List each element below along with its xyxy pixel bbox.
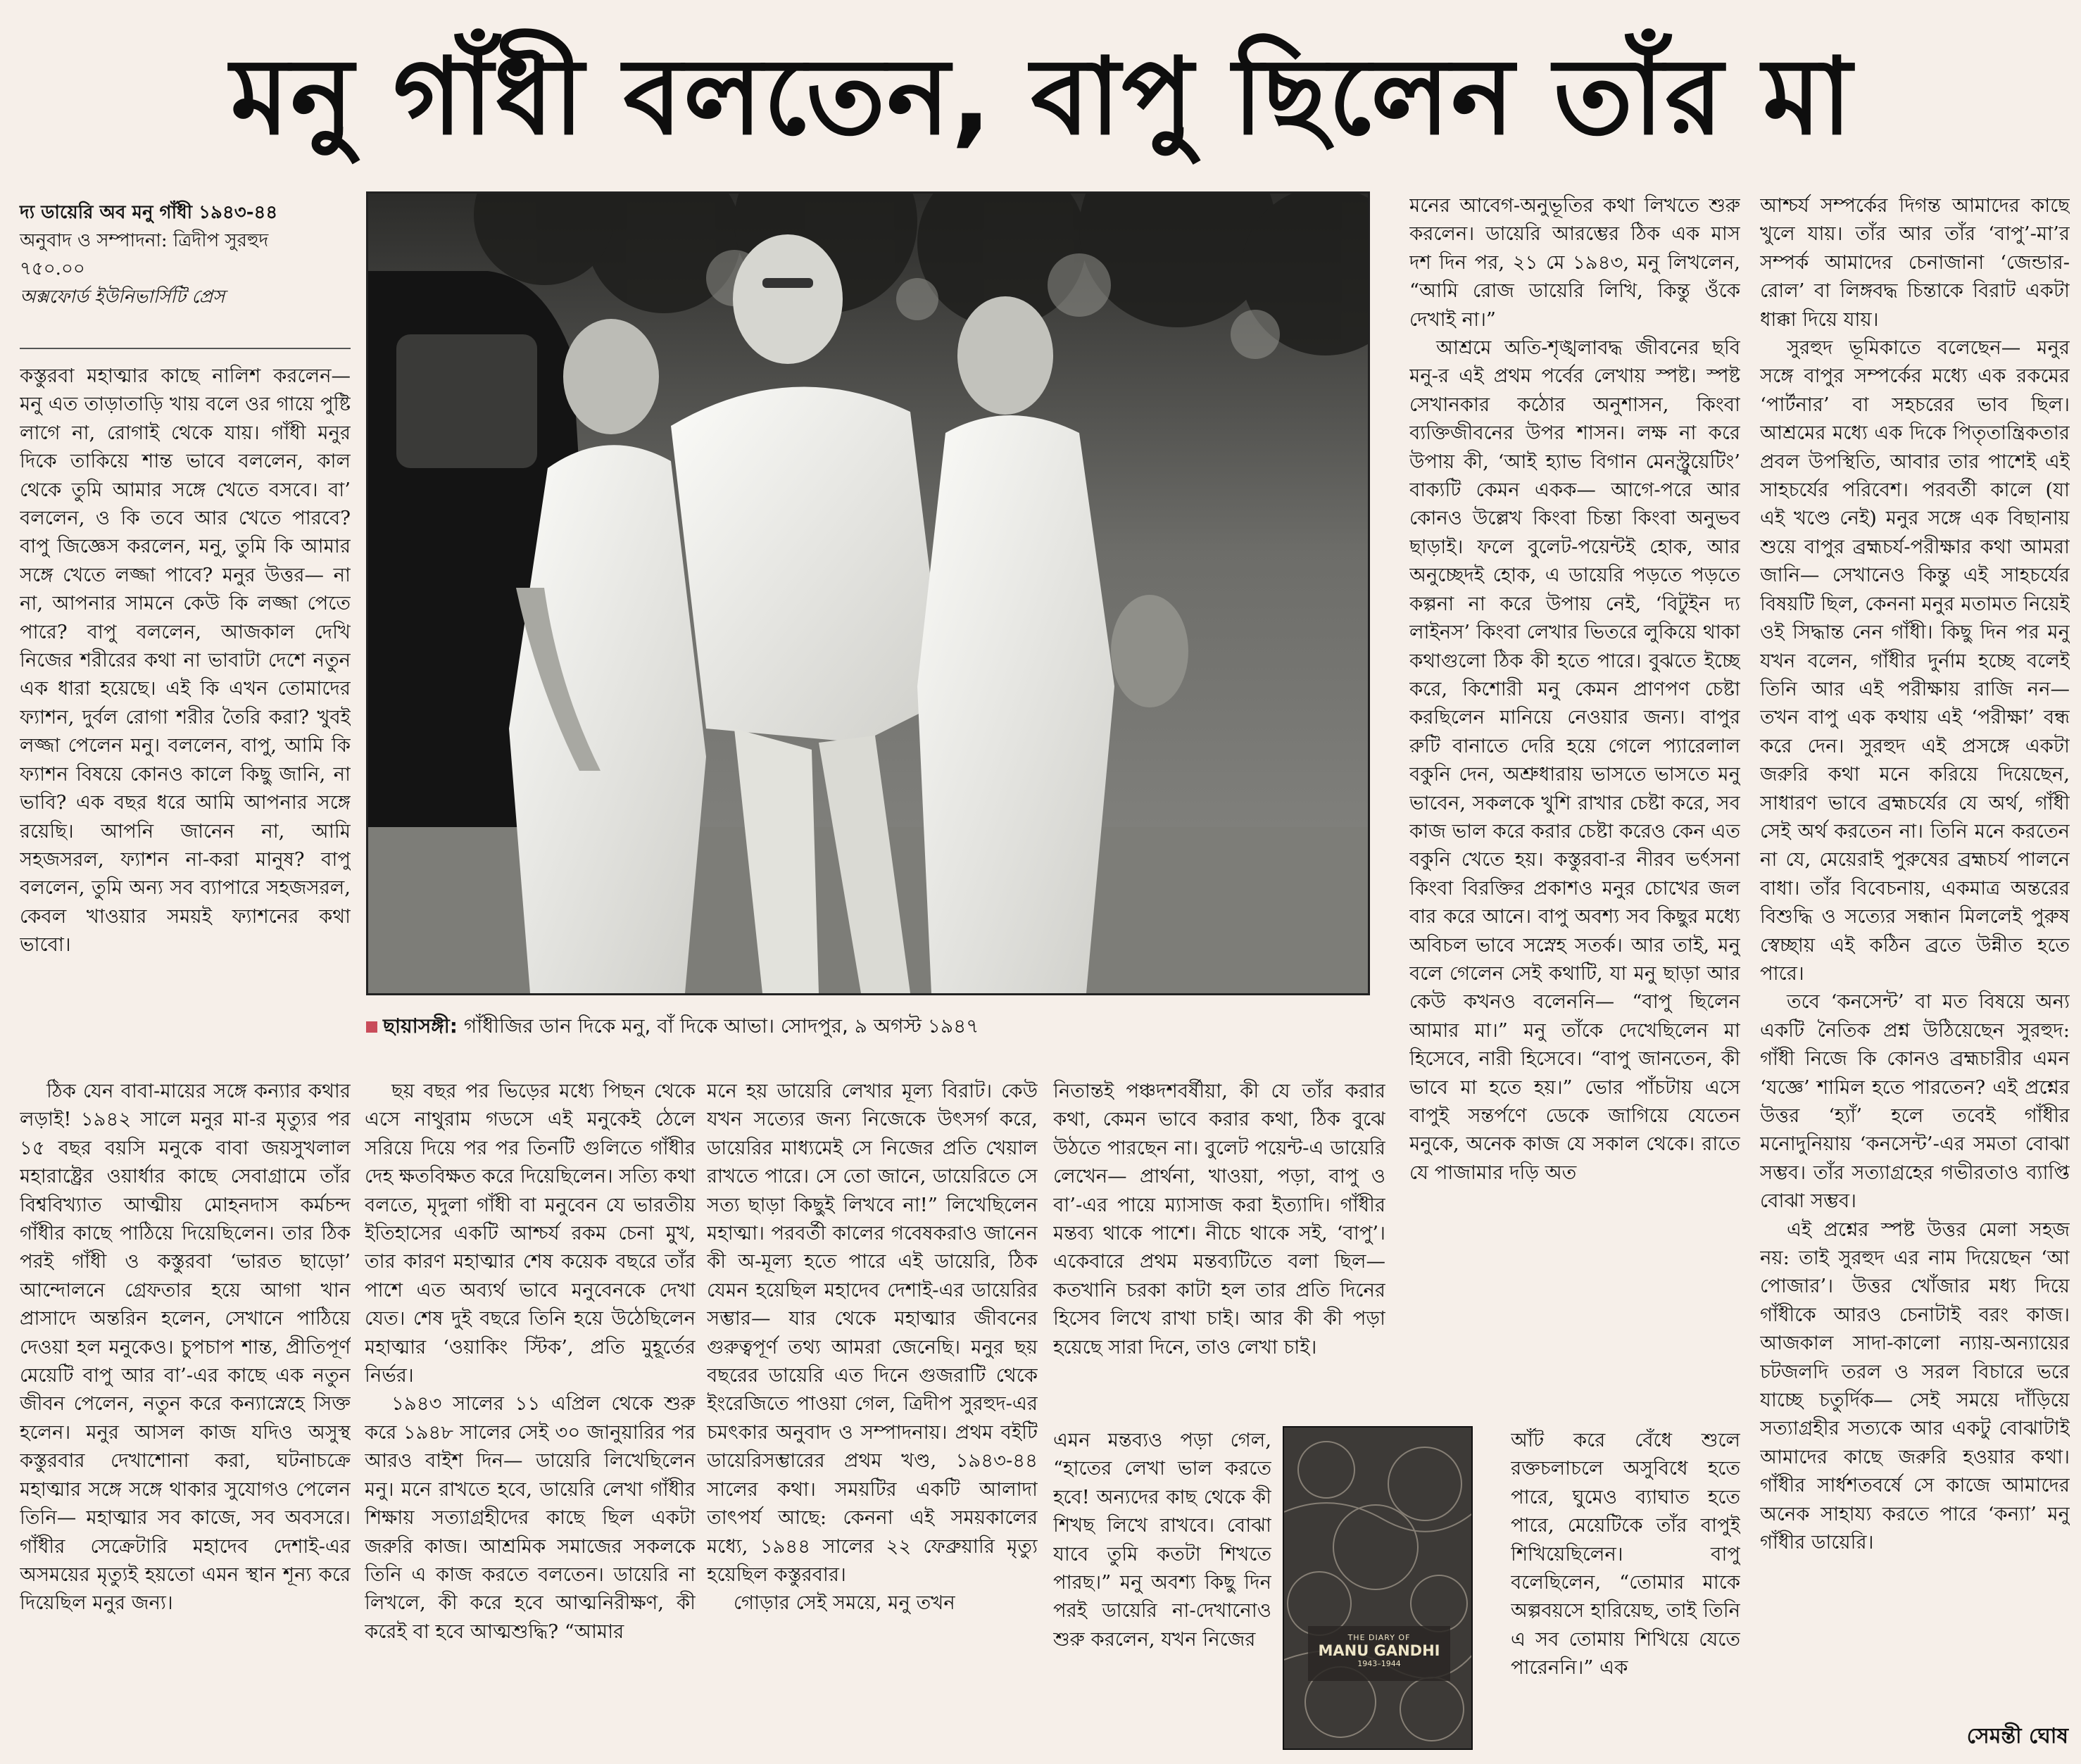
column-5-top (1409, 191, 1740, 1422)
paragraph: এই প্রশ্নের স্পষ্ট উত্তর মেলা সহজ নয়: তাই সুরহুদ এর নাম দিয়েছেন ‘আ পোজার’। উত্তর খোঁজার মধ্য দিয়ে গাঁধীকে আরও চেনাটাই বরং কাজ। আজকাল সাদা-কালো ন্যায়-অন্যায়ের চটজলদি তরল ও সরল বিচারে ভরে যাচ্ছে চতুর্দিক— সেই সময়ে দাঁড়িয়ে সত্যাগ্রহীর সত্যকে আর একটু বোঝাটাই আমাদের কাছে জরুরি হওয়ার কথা। গাঁধীর সার্ধশতবর্ষে সে কাজে আমাদের অনেক সাহায্য করতে পারে ‘কন্যা’ মনু গাঁধীর ডায়েরি। (1760, 1218, 2070, 1554)
divider (20, 348, 351, 349)
caption-text: গাঁধীজির ডান দিকে মনু, বাঁ দিকে আভা। সোদপুর, ৯ অগস্ট ১৯৪৭ (457, 1014, 979, 1038)
paragraph: গোড়ার সেই সময়ে, মনু তখন (734, 1592, 955, 1615)
photo-illustration (368, 194, 1368, 993)
column-5-narrow (1511, 1426, 1740, 1753)
caption-label: ছায়াসঙ্গী: (383, 1014, 458, 1038)
caption-marker-icon (366, 1021, 377, 1033)
byline: সেমন্তী ঘোষ (1966, 1724, 2068, 1749)
paragraph: ঠিক যেন বাবা-মায়ের সঙ্গে কন্যার কথার লড়াই! ১৯৪২ সালে মনুর মা-র মৃত্যুর পর ১৫ বছর বয়সি মনুকে বাবা জয়সুখলাল মহারাষ্ট্রের ওয়ার্ধার কাছে সেবাগ্রামে তাঁর বিশ্ববিখ্যাত আত্মীয় মোহনদাস কর্মচন্দ গাঁধীর কাছে পাঠিয়ে দিয়েছিলেন। তার ঠিক পরই গাঁধী ও কস্তুরবা ‘ভারত ছাড়ো’ আন্দোলনে গ্রেফতার হয়ে আগা খান প্রাসাদে অন্তরিন হলেন, সেখানে পাঠিয়ে দেওয়া হল মনুকেও। চুপচাপ শান্ত, প্রীতিপূর্ণ মেয়েটি বাপু আর বা’-এর কাছে এক নতুন জীবন পেলেন, নতুন করে কন্যাস্নেহে সিক্ত হলেন। মনুর আসল কাজ যদিও অসুস্থ কস্তুরবার দেখাশোনা করা, ঘটনাচক্রে মহাত্মার সঙ্গে সঙ্গে থাকার সুযোগও পেলেন তিনি— মহাত্মার সব কাজে, সব অবসরে। গাঁধীর সেক্রেটারি মহাদেব দেশাই-এর অসময়ের মৃত্যুই হয়তো এমন স্থান শূন্য করে দিয়েছিল মনুর জন্য। (20, 1080, 351, 1615)
cover-name: MANU GANDHI (1318, 1642, 1440, 1659)
column-1-bottom (20, 1077, 351, 1753)
column-1-top (20, 362, 351, 1070)
paragraph: নিতান্তই পঞ্চদশবর্ষীয়া, কী যে তাঁর করার কথা, কেমন ভাবে করার কথা, ঠিক বুঝে উঠতে পারছেন না। বুলেট পয়েন্ট-এ ডায়েরি লেখেন— প্রার্থনা, খাওয়া, পড়া, বাপু ও বা’-এর পায়ে ম্যাসাজ করা ইত্যাদি। গাঁধীর মন্তব্য থাকে পাশে। নীচে থাকে সই, ‘বাপু’। একেবারে প্রথম মন্তব্যটিতে বলা ছিল— কতখানি চরকা কাটা হল তার প্রতি দিনের হিসেব লিখে রাখা চাই। আর কী কী পড়া হয়েছে সারা দিনে, তাও লেখা চাই। (1053, 1080, 1385, 1359)
column-2 (365, 1077, 696, 1753)
book-price: ৭৫০.০০ (20, 258, 85, 279)
paragraph: আঁট করে বেঁধে শুলে রক্তচলাচলে অসুবিধে হতে পারে, ঘুমেও ব্যাঘাত হতে পারে, মেয়েটিকে তাঁর বাপুই শিখিয়েছিলেন। বাপু বলেছিলেন, “তোমার মাকে অল্পবয়সে হারিয়েছ, তাই তিনি এ সব তোমায় শিখিয়ে যেতে পারেননি।” এক (1511, 1429, 1740, 1680)
book-translator: অনুবাদ ও সম্পাদনা: ত্রিদীপ সুরহুদ (20, 230, 269, 251)
photo-caption (366, 1012, 1370, 1040)
paragraph: মনের আবেগ-অনুভূতির কথা লিখতে শুরু করলেন। ডায়েরি আরম্ভের ঠিক এক মাস দশ দিন পর, ২১ মে ১৯৪৩, মনু লিখলেন, “আমি রোজ ডায়েরি লিখি, কিন্তু ওঁকে দেখাই না।” (1409, 194, 1740, 331)
book-title: দ্য ডায়েরি অব মনু গাঁধী ১৯৪৩-৪৪ (20, 202, 278, 223)
cover-subtitle: THE DIARY OF (1347, 1633, 1411, 1642)
paragraph: আশ্চর্য সম্পর্কের দিগন্ত আমাদের কাছে খুলে যায়। তাঁর আর তাঁর ‘বাপু’-মা’র সম্পর্ক আমাদের চেনাজানা ‘জেন্ডার-রোল’ বা লিঙ্গবদ্ধ চিন্তাকে বিরাট একটা ধাক্কা দিয়ে যায়। (1760, 194, 2070, 331)
column-4-narrow (1053, 1426, 1271, 1753)
paragraph: ছয় বছর পর ভিড়ের মধ্যে পিছন থেকে এসে নাথুরাম গডসে এই মনুকেই ঠেলে সরিয়ে দিয়ে পর পর তিনটি গুলিতে গাঁধীর দেহ ক্ষতবিক্ষত করে দিয়েছিলেন। সত্যি কথা বলতে, মৃদুলা গাঁধী বা মনুবেন যে ভারতীয় ইতিহাসের একটি আশ্চর্য রকম চেনা মুখ, তার কারণ মহাত্মার শেষ কয়েক বছরে তাঁর পাশে এত অব্যর্থ ভাবে মনুবেনকে দেখা যেত। শেষ দুই বছরে তিনি হয়ে উঠেছিলেন মহাত্মার ‘ওয়াকিং স্টিক’, প্রতি মুহূর্তের নির্ভর। (365, 1080, 696, 1387)
column-4-top (1053, 1077, 1385, 1422)
cover-pattern (1284, 1428, 1473, 1750)
paragraph: তবে ‘কনসেন্ট’ বা মত বিষয়ে অন্য একটি নৈতিক প্রশ্ন উঠিয়েছেন সুরহুদ: গাঁধী নিজে কি কোনও ব্রহ্মচারীর এমন ‘যজ্ঞে’ শামিল হতে পারতেন? এই প্রশ্নের উত্তর ‘হ্যাঁ’ হলে তবেই গাঁধীর মনোদুনিয়ায় ‘কনসেন্ট’-এর সমতা বোঝা সম্ভব। তাঁর সত্যাগ্রহের গভীরতাও ব্যাপ্তি বোঝা সম্ভব। (1760, 990, 2070, 1213)
column-6 (1760, 191, 2070, 1715)
paragraph: সুরহুদ ভূমিকাতে বলেছেন— মনুর সঙ্গে বাপুর সম্পর্কের মধ্যে এক রকমের ‘পার্টনার’ বা সহচরের ভাব ছিল। আশ্রমের মধ্যে এক দিকে পিতৃতান্ত্রিকতার প্রবল উপস্থিতি, আবার তার পাশেই এই সাহচর্যের পরিবেশ। পরবর্তী কালে (যা এই খণ্ডে নেই) মনুর সঙ্গে এক বিছানায় শুয়ে বাপুর ব্রহ্মচর্য-পরীক্ষার কথা আমরা জানি— সেখানেও কিন্তু এই সাহচর্যের বিষয়টি ছিল, কেননা মনুর মতামত নিয়েই ওই সিদ্ধান্ত নেন গাঁধী। কিছু দিন পর মনু যখন বলেন, গাঁধীর দুর্নাম হচ্ছে বলেই তিনি আর এই পরীক্ষায় রাজি নন— তখন বাপু এক কথায় এই ‘পরীক্ষা’ বন্ধ করে দেন। সুরহুদ এই প্রসঙ্গে একটা জরুরি কথা মনে করিয়ে দিয়েছেন, সাধারণ ভাবে ব্রহ্মচর্যের যে অর্থ, গাঁধী সেই অর্থ করতেন না। তিনি মনে করতেন না যে, মেয়েরাই পুরুষের ব্রহ্মচর্য পালনে বাধা। তাঁর বিবেচনায়, একমাত্র অন্তরের বিশুদ্ধি ও সত্যের সন্ধান মিললেই পুরুষ স্বেচ্ছায় এই কঠিন ব্রতে উন্নীত হতে পারে। (1760, 336, 2070, 985)
paragraph: ১৯৪৩ সালের ১১ এপ্রিল থেকে শুরু করে ১৯৪৮ সালের সেই ৩০ জানুয়ারির পর আরও বাইশ দিন— ডায়েরি লিখেছিলেন মনু। মনে রাখতে হবে, ডায়েরি লেখা গাঁধীর শিক্ষায় সত্যাগ্রহীদের কাছে ছিল একটা জরুরি কাজ। আশ্রমিক সমাজের সকলকে তিনি এ কাজ করতে বলতেন। ডায়েরি না লিখলে, কী করে হবে আত্মনিরীক্ষণ, কী করেই বা হবে আত্মশুদ্ধি? “আমার (365, 1392, 696, 1643)
book-info (20, 199, 351, 311)
cover-years: 1943–1944 (1357, 1659, 1401, 1668)
paragraph: আশ্রমে অতি-শৃঙ্খলাবদ্ধ জীবনের ছবি মনু-র এই প্রথম পর্বের লেখায় স্পষ্ট। স্পষ্ট সেখানকার কঠোর অনুশাসন, কিংবা ব্যক্তিজীবনের উপর শাসন। লক্ষ না করে উপায় কী, ‘আই হ্যাভ বিগান মেনস্ট্রুয়েটিং’ বাক্যটি কেমন একক— আগে-পরে আর কোনও উল্লেখ কিংবা চিন্তা কিংবা অনুভব ছাড়াই। ফলে বুলেট-পয়েন্টই হোক, আর অনুচ্ছেদই হোক, এ ডায়েরি পড়তে পড়তে কল্পনা না করে উপায় নেই, ‘বিটুইন দ্য লাইনস’ কিংবা লেখার ভিতরে লুকিয়ে থাকা কথাগুলো ঠিক কী হতে পারে। বুঝতে ইচ্ছে করে, কিশোরী মনু কেমন প্রাণপণ চেষ্টা করছিলেন মানিয়ে নেওয়ার জন্য। বাপুর রুটি বানাতে দেরি হয়ে গেলে প্যারেলাল বকুনি দেন, অশ্রুধারায় ভাসতে ভাসতে মনু ভাবেন, সকলকে খুশি রাখার চেষ্টা করে, সব কাজ ভাল করে করার চেষ্টা করেও কেন এত বকুনি খেতে হয়। কস্তুরবা-র নীরব ভর্ৎসনা কিংবা বিরক্তির প্রকাশও মনুর চোখের জল বার করে আনে। বাপু অবশ্য সব কিছুর মধ্যে অবিচল ভাবে সস্নেহ সতর্ক। আর তাই, মনু বলে গেলেন সেই কথাটি, যা মনু ছাড়া আর কেউ কখনও বলেননি— “বাপু ছিলেন আমার মা।” মনু তাঁকে দেখেছিলেন মা হিসেবে, নারী হিসেবে। “বাপু জানতেন, কী ভাবে মা হতে হয়।” ভোর পাঁচটায় এসে বাপুই সন্তর্পণে ডেকে জাগিয়ে যেতেন মনুকে, অনেক কাজ যে সকাল থেকে। রাতে যে পাজামার দড়ি অত (1409, 336, 1740, 1184)
paragraph: কস্তুরবা মহাত্মার কাছে নালিশ করলেন— মনু এত তাড়াতাড়ি খায় বলে ওর গায়ে পুষ্টি লাগে না, রোগাই থেকে যায়। গাঁধী মনুর দিকে তাকিয়ে শান্ত ভাবে বললেন, কাল থেকে তুমি আমার সঙ্গে খেতে বসবে। বা’ বললেন, ও কি তবে আর খেতে পারবে? বাপু জিজ্ঞেস করলেন, মনু, তুমি কি আমার সঙ্গে খেতে লজ্জা পাবে? মনুর উত্তর— না না, আপনার সামনে কেউ কি লজ্জা পেতে পারে? বাপু বললেন, আজকাল দেখি নিজের শরীরের কথা না ভাবাটা দেশে নতুন এক ধারা হয়েছে। এই কি এখন তোমাদের ফ্যাশন, দুর্বল রোগা শরীর তৈরি করা? খুবই লজ্জা পেলেন মনু। বললেন, বাপু, আমি কি ফ্যাশন বিষয়ে কোনও কালে কিছু জানি, না ভাবি? এক বছর ধরে আমি আপনার সঙ্গে রয়েছি। আপনি জানেন না, আমি সহজসরল, ফ্যাশন না-করা মানুষ? বাপু বললেন, তুমি অন্য সব ব্যাপারে সহজসরল, কেবল খাওয়ার সময়ই ফ্যাশনের কথা ভাবো। (20, 365, 351, 957)
book-cover-image (1283, 1426, 1473, 1750)
book-publisher: অক্সফোর্ড ইউনিভার্সিটি প্রেস (20, 286, 225, 308)
column-3 (707, 1077, 1038, 1753)
headline: মনু গাঁধী বলতেন, বাপু ছিলেন তাঁর মা (230, 36, 1854, 158)
paragraph: মনে হয় ডায়েরি লেখার মূল্য বিরাট। কেউ যখন সত্যের জন্য নিজেকে উৎসর্গ করে, ডায়েরির মাধ্যমেই সে নিজের প্রতি খেয়াল রাখতে পারে। সে তো জানে, ডায়েরিতে সে সত্য ছাড়া কিছুই লিখবে না!” লিখেছিলেন মহাত্মা। পরবর্তী কালের গবেষকরাও জানেন কী অ-মূল্য হতে পারে এই ডায়েরি, ঠিক যেমন হয়েছিল মহাদেব দেশাই-এর ডায়েরির সম্ভার— যার থেকে মহাত্মার জীবনের গুরুত্বপূর্ণ তথ্য আমরা জেনেছি। মনুর ছয় বছরের ডায়েরি এত দিনে গুজরাটি থেকে ইংরেজিতে পাওয়া গেল, ত্রিদীপ সুরহুদ-এর চমৎকার অনুবাদ ও সম্পাদনায়। প্রথম বইটি ডায়েরিসম্ভারের প্রথম খণ্ড, ১৯৪৩-৪৪ সালের কথা। সময়টির একটি আলাদা তাৎপর্য আছে: কেননা এই সময়কালের মধ্যে, ১৯৪৪ সালের ২২ ফেব্রুয়ারি মৃত্যু হয়েছিল কস্তুরবার। (707, 1080, 1038, 1586)
photo (366, 191, 1370, 995)
cover-title (1312, 1633, 1446, 1668)
paragraph: এমন মন্তব্যও পড়া গেল, “হাতের লেখা ভাল করতে হবে! অন্যদের কাছ থেকে কী শিখছ লিখে রাখবে। বোঝা যাবে তুমি কতটা শিখতে পারছ।” মনু অবশ্য কিছু দিন পরই ডায়েরি না-দেখানোও শুরু করলেন, যখন নিজের (1053, 1429, 1271, 1651)
